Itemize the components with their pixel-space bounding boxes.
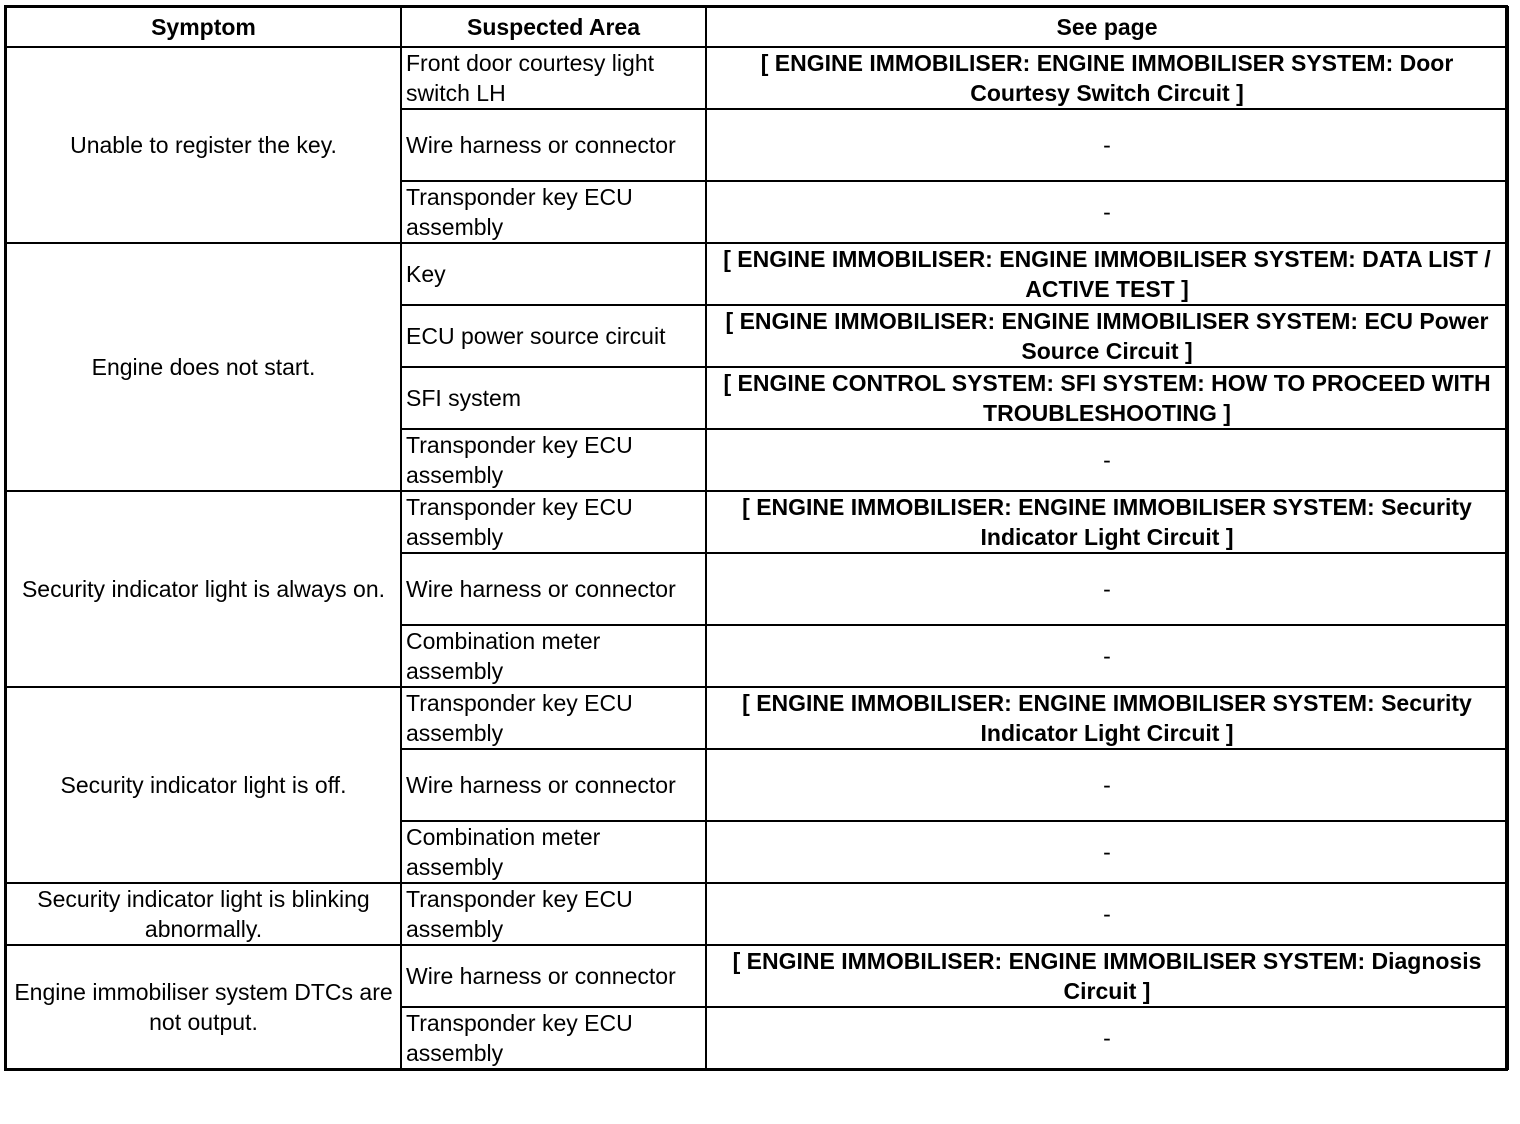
see-page-link[interactable]: [ ENGINE IMMOBILISER: ENGINE IMMOBILISER SYSTEM: Security Indicator Light Circuit ] [706,491,1508,553]
see-page-cell: - [706,553,1508,625]
symptom-cell: Security indicator light is blinking abnormally. [6,883,401,945]
table-row [6,243,1508,305]
suspected-area-cell: Key [401,243,706,305]
see-page-cell: - [706,181,1508,243]
header-see-page: See page [706,7,1508,47]
suspected-area-cell: Transponder key ECU assembly [401,1007,706,1069]
see-page-link[interactable]: [ ENGINE CONTROL SYSTEM: SFI SYSTEM: HOW TO PROCEED WITH TROUBLESHOOTING ] [706,367,1508,429]
see-page-link[interactable]: [ ENGINE IMMOBILISER: ENGINE IMMOBILISER SYSTEM: Security Indicator Light Circuit ] [706,687,1508,749]
see-page-cell: - [706,625,1508,687]
suspected-area-cell: Transponder key ECU assembly [401,429,706,491]
symptom-cell: Engine immobiliser system DTCs are not output. [6,945,401,1069]
troubleshooting-sheet [5,6,1507,1070]
header-suspected-area: Suspected Area [401,7,706,47]
see-page-cell: - [706,1007,1508,1069]
problem-symptoms-table [5,6,1509,1070]
suspected-area-cell: Wire harness or connector [401,553,706,625]
see-page-cell: - [706,883,1508,945]
symptom-cell: Security indicator light is always on. [6,491,401,687]
header-symptom: Symptom [6,7,401,47]
table-row [6,945,1508,1007]
see-page-link[interactable]: [ ENGINE IMMOBILISER: ENGINE IMMOBILISER SYSTEM: ECU Power Source Circuit ] [706,305,1508,367]
table-row [6,47,1508,109]
suspected-area-cell: SFI system [401,367,706,429]
table-row [6,491,1508,553]
header-row [6,7,1508,47]
suspected-area-cell: Transponder key ECU assembly [401,491,706,553]
see-page-cell: - [706,429,1508,491]
suspected-area-cell: Wire harness or connector [401,749,706,821]
suspected-area-cell: Combination meter assembly [401,821,706,883]
table-row [6,687,1508,749]
see-page-link[interactable]: [ ENGINE IMMOBILISER: ENGINE IMMOBILISER SYSTEM: Door Courtesy Switch Circuit ] [706,47,1508,109]
suspected-area-cell: Front door courtesy light switch LH [401,47,706,109]
see-page-cell: - [706,109,1508,181]
symptom-cell: Security indicator light is off. [6,687,401,883]
suspected-area-cell: Transponder key ECU assembly [401,883,706,945]
see-page-cell: - [706,749,1508,821]
suspected-area-cell: Wire harness or connector [401,109,706,181]
suspected-area-cell: Combination meter assembly [401,625,706,687]
suspected-area-cell: Transponder key ECU assembly [401,181,706,243]
see-page-cell: - [706,821,1508,883]
table-row [6,883,1508,945]
suspected-area-cell: Wire harness or connector [401,945,706,1007]
see-page-link[interactable]: [ ENGINE IMMOBILISER: ENGINE IMMOBILISER SYSTEM: DATA LIST / ACTIVE TEST ] [706,243,1508,305]
symptom-cell: Unable to register the key. [6,47,401,243]
see-page-link[interactable]: [ ENGINE IMMOBILISER: ENGINE IMMOBILISER SYSTEM: Diagnosis Circuit ] [706,945,1508,1007]
symptom-cell: Engine does not start. [6,243,401,491]
suspected-area-cell: Transponder key ECU assembly [401,687,706,749]
suspected-area-cell: ECU power source circuit [401,305,706,367]
